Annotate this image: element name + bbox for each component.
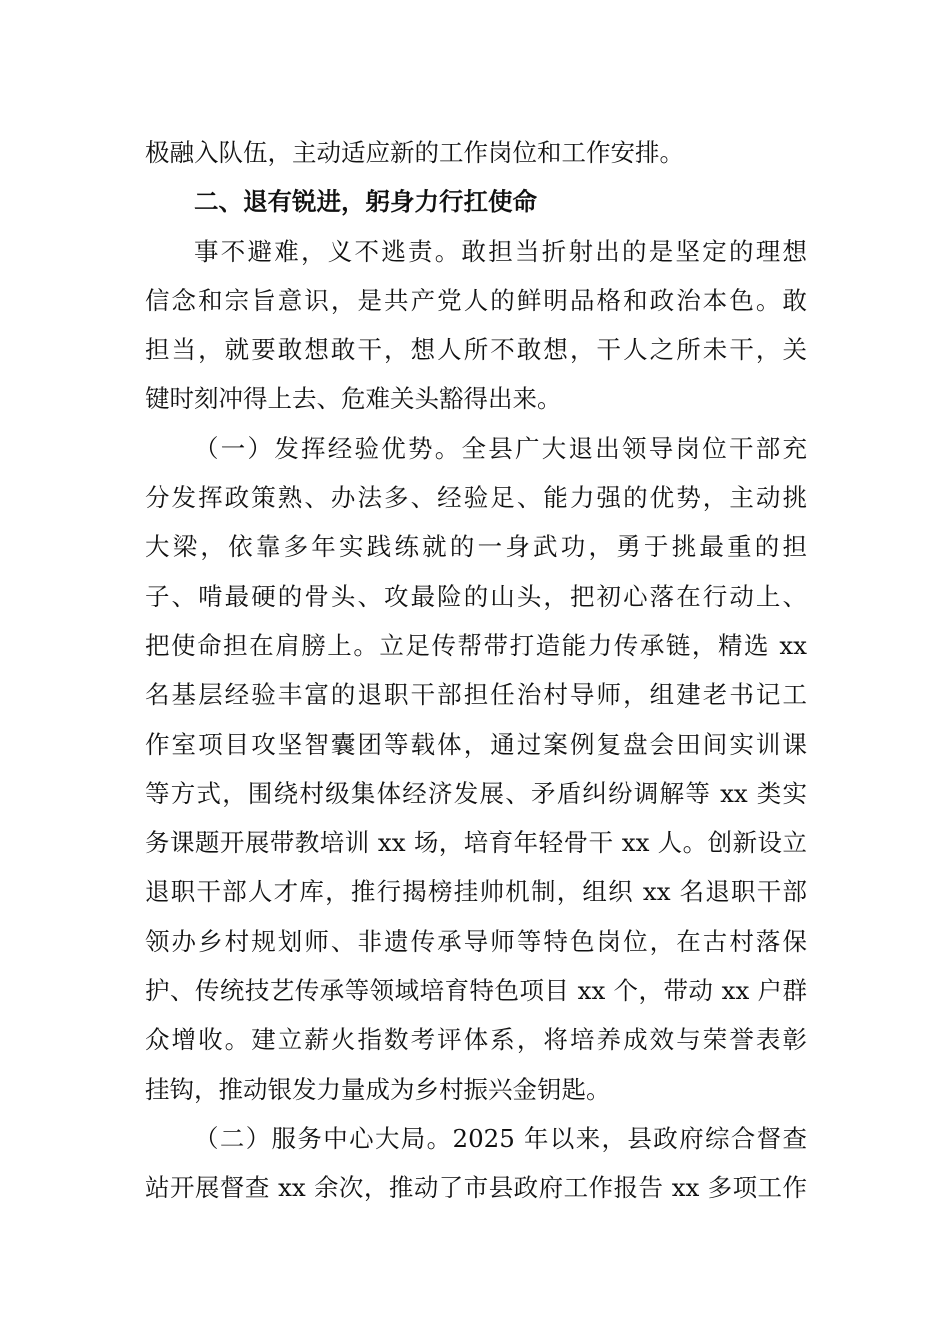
text-line: 把使命担在肩膀上。立足传帮带打造能力传承链，精选 xx: [145, 630, 807, 660]
text-line: 极融入队伍，主动适应新的工作岗位和工作安排。: [145, 138, 684, 167]
text-line: 护、传统技艺传承等领域培育特色项目 xx 个，带动 xx 户群: [145, 976, 807, 1006]
text-line: 众增收。建立薪火指数考评体系，将培养成效与荣誉表彰: [145, 1025, 807, 1055]
paragraph-experience-advantage: [145, 424, 807, 1114]
text-line: 信念和宗旨意识，是共产党人的鲜明品格和政治本色。敢: [145, 285, 807, 315]
text-line: 退职干部人才库，推行揭榜挂帅机制，组织 xx 名退职干部: [145, 877, 807, 907]
text-line: 挂钩，推动银发力量成为乡村振兴金钥匙。: [145, 1074, 611, 1104]
text-line: 务课题开展带教培训 xx 场，培育年轻骨干 xx 人。创新设立: [145, 828, 807, 858]
heading-text: 二、退有锐进，躬身力行扛使命: [194, 187, 537, 217]
text-line: （一）发挥经验优势。全县广大退出领导岗位干部充: [194, 433, 807, 463]
text-line: 领办乡村规划师、非遗传承导师等特色岗位，在古村落保: [145, 926, 807, 956]
text-line: 等方式，围绕村级集体经济发展、矛盾纠纷调解等 xx 类实: [145, 778, 807, 808]
paragraph-continuation: [145, 128, 807, 177]
text-line: 名基层经验丰富的退职干部担任治村导师，组建老书记工: [145, 680, 807, 710]
paragraph-serve-center: [145, 1114, 807, 1213]
text-line: 大梁，依靠多年实践练就的一身武功，勇于挑最重的担: [145, 532, 807, 562]
text-line: 分发挥政策熟、办法多、经验足、能力强的优势，主动挑: [145, 483, 807, 513]
text-line: 作室项目攻坚智囊团等载体，通过案例复盘会田间实训课: [145, 729, 807, 759]
text-line: 事不避难，义不逃责。敢担当折射出的是坚定的理想: [194, 236, 807, 266]
document-body: [145, 128, 807, 1213]
text-line: 子、啃最硬的骨头、攻最险的山头，把初心落在行动上、: [145, 581, 807, 611]
text-line: 站开展督查 xx 余次，推动了市县政府工作报告 xx 多项工作: [145, 1173, 807, 1203]
paragraph-intro: [145, 227, 807, 424]
text-line: 键时刻冲得上去、危难关头豁得出来。: [145, 384, 562, 414]
section-heading: [145, 177, 807, 226]
text-line: 担当，就要敢想敢干，想人所不敢想，干人之所未干，关: [145, 335, 807, 365]
text-line: （二）服务中心大局。2025 年以来，县政府综合督查: [194, 1123, 807, 1153]
